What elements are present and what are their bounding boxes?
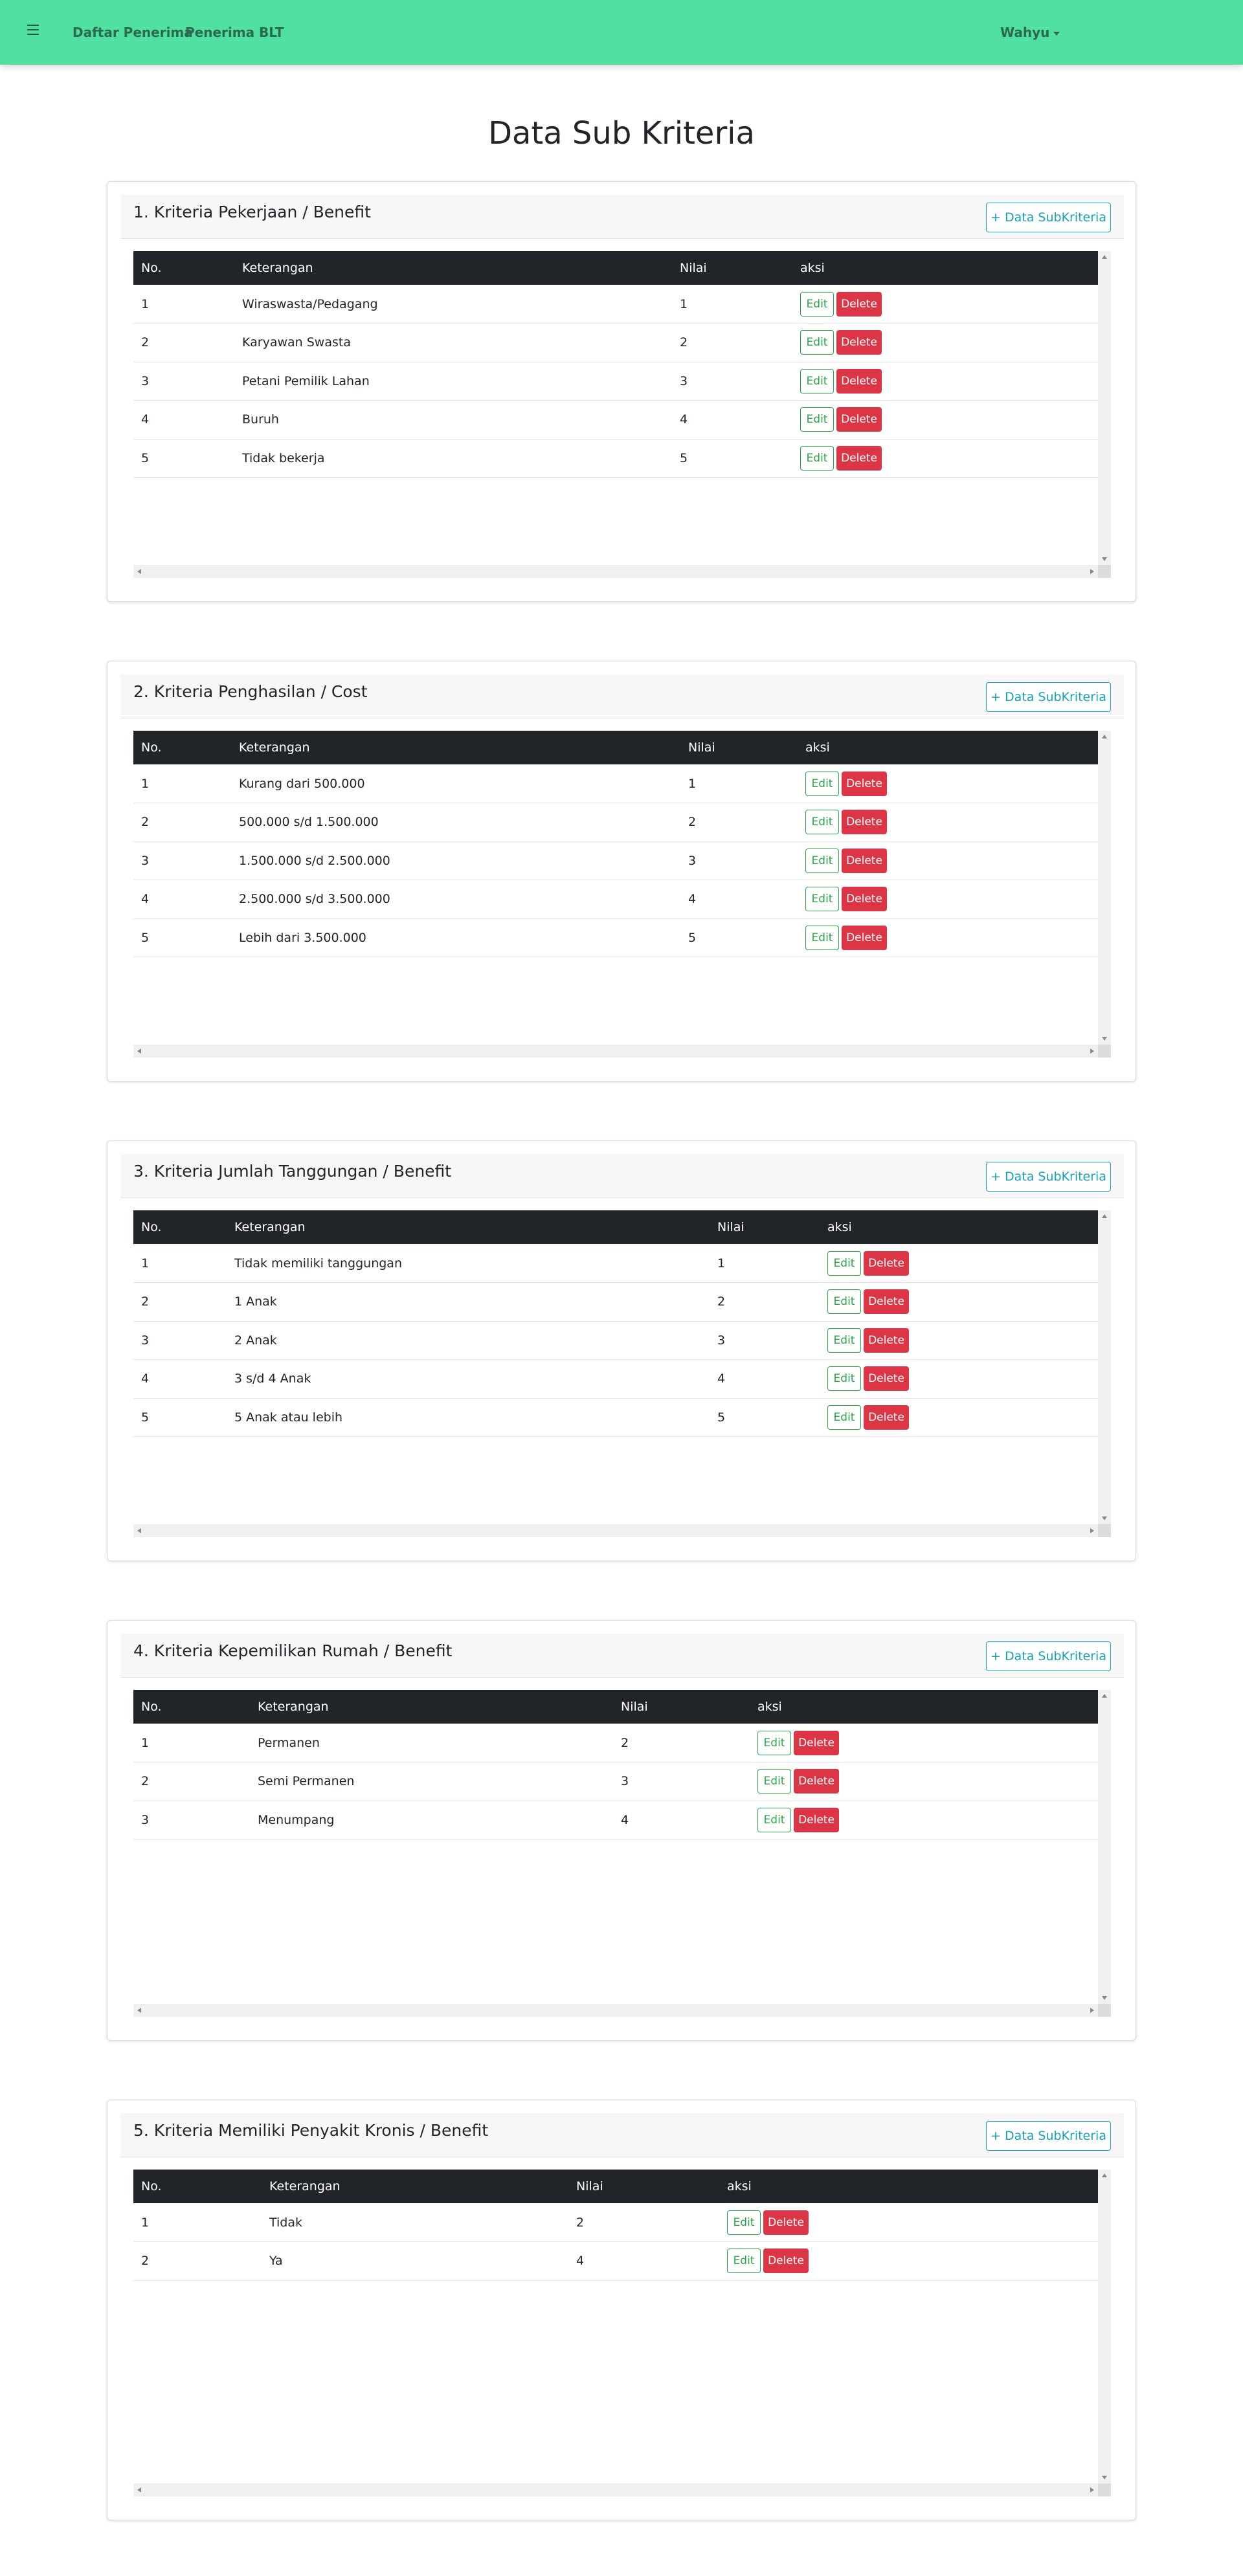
header-keterangan: Keterangan	[258, 1700, 329, 1714]
cell-nilai: 1	[680, 296, 688, 311]
cell-keterangan: 3 s/d 4 Anak	[234, 1371, 311, 1386]
scroll-up-icon[interactable]	[1102, 1694, 1107, 1698]
cell-nilai: 4	[576, 2254, 585, 2269]
cell-aksi	[750, 1762, 1098, 1801]
delete-button[interactable]: Delete	[864, 1405, 909, 1430]
cell-no: 5	[141, 930, 150, 945]
cell-no: 1	[141, 1256, 150, 1271]
table-row	[133, 1398, 1098, 1437]
add-subkriteria-button[interactable]: + Data SubKriteria	[986, 1641, 1111, 1671]
horizontal-scrollbar[interactable]	[133, 1045, 1098, 1058]
delete-button[interactable]: Delete	[842, 849, 887, 873]
edit-button[interactable]: Edit	[827, 1405, 861, 1430]
cell-aksi	[792, 439, 1098, 478]
cell-nilai: 3	[621, 1774, 629, 1789]
cell-nilai: 4	[621, 1812, 629, 1827]
edit-button[interactable]: Edit	[800, 369, 834, 394]
header-aksi: aksi	[727, 2179, 752, 2193]
header-aksi: aksi	[800, 261, 825, 275]
header-nilai: Nilai	[576, 2179, 603, 2193]
scroll-right-icon[interactable]	[1090, 2008, 1094, 2013]
table-row	[133, 2242, 1098, 2281]
cell-keterangan: Petani Pemilik Lahan	[242, 373, 370, 388]
header-no: No.	[141, 740, 162, 755]
cell-aksi	[798, 880, 1098, 919]
delete-button[interactable]: Delete	[864, 1328, 909, 1353]
table-scroll-area	[133, 731, 1111, 1058]
criteria-card	[107, 1140, 1136, 1561]
criteria-card	[107, 661, 1136, 1082]
card-title: 5. Kriteria Memiliki Penyakit Kronis / Benefit	[133, 2121, 489, 2140]
delete-button[interactable]: Delete	[763, 2210, 809, 2235]
delete-button[interactable]: Delete	[836, 407, 882, 432]
scroll-left-icon[interactable]	[137, 2487, 141, 2493]
menu-icon[interactable]	[27, 25, 39, 35]
edit-button[interactable]: Edit	[827, 1328, 861, 1353]
card-title: 2. Kriteria Penghasilan / Cost	[133, 682, 368, 701]
user-dropdown[interactable]	[1000, 25, 1060, 40]
header-nilai: Nilai	[680, 261, 707, 275]
cell-no: 4	[141, 892, 150, 907]
cell-aksi	[750, 1801, 1098, 1839]
edit-button[interactable]: Edit	[757, 1808, 791, 1832]
cell-nilai: 3	[680, 373, 688, 388]
scroll-down-icon[interactable]	[1102, 1037, 1107, 1041]
vertical-scrollbar[interactable]	[1098, 2170, 1111, 2483]
cell-nilai: 1	[688, 776, 697, 791]
user-name: Wahyu	[1000, 25, 1050, 40]
subkriteria-table	[133, 251, 1098, 478]
table-row	[133, 1321, 1098, 1360]
card-title: 4. Kriteria Kepemilikan Rumah / Benefit	[133, 1641, 453, 1660]
horizontal-scrollbar[interactable]	[133, 2483, 1098, 2496]
cell-keterangan: 500.000 s/d 1.500.000	[239, 815, 379, 830]
delete-button[interactable]: Delete	[794, 1731, 839, 1755]
horizontal-scrollbar[interactable]	[133, 1524, 1098, 1537]
header-no: No.	[141, 1220, 162, 1234]
card-header	[120, 674, 1124, 718]
delete-button[interactable]: Delete	[794, 1769, 839, 1793]
cell-no: 1	[141, 776, 150, 791]
cell-no: 2	[141, 335, 150, 350]
table-row	[133, 2203, 1098, 2242]
cell-aksi	[792, 362, 1098, 401]
cell-no: 3	[141, 1812, 150, 1827]
cell-aksi	[820, 1398, 1098, 1437]
cell-aksi	[798, 918, 1098, 957]
edit-button[interactable]: Edit	[800, 446, 834, 471]
scroll-right-icon[interactable]	[1090, 569, 1094, 574]
nav-link-daftar-penerima[interactable]: Daftar Penerima	[73, 25, 193, 40]
cell-keterangan: Tidak memiliki tanggungan	[234, 1256, 402, 1271]
table-row	[133, 1724, 1098, 1762]
delete-button[interactable]: Delete	[763, 2248, 809, 2273]
edit-button[interactable]: Edit	[805, 810, 839, 834]
cell-no: 1	[141, 1735, 150, 1750]
delete-button[interactable]: Delete	[864, 1289, 909, 1314]
table-row	[133, 841, 1098, 880]
header-no: No.	[141, 2179, 162, 2193]
cell-keterangan: 5 Anak atau lebih	[234, 1410, 343, 1425]
cell-keterangan: 1.500.000 s/d 2.500.000	[239, 853, 390, 868]
page-title: Data Sub Kriteria	[488, 115, 755, 151]
add-subkriteria-button[interactable]: + Data SubKriteria	[986, 2121, 1111, 2151]
scroll-left-icon[interactable]	[137, 569, 141, 574]
delete-button[interactable]: Delete	[842, 772, 887, 796]
cell-aksi	[792, 324, 1098, 362]
add-subkriteria-button[interactable]: + Data SubKriteria	[986, 682, 1111, 712]
cell-nilai: 3	[717, 1333, 726, 1348]
criteria-card	[107, 181, 1136, 602]
cell-aksi	[798, 803, 1098, 842]
table-row	[133, 285, 1098, 324]
add-subkriteria-button[interactable]: + Data SubKriteria	[986, 1162, 1111, 1192]
delete-button[interactable]: Delete	[836, 330, 882, 355]
caret-down-icon	[1053, 32, 1060, 36]
header-no: No.	[141, 1700, 162, 1714]
subkriteria-table	[133, 1690, 1098, 1839]
card-header	[120, 1154, 1124, 1198]
cell-aksi	[820, 1360, 1098, 1399]
cell-no: 3	[141, 853, 150, 868]
add-subkriteria-button[interactable]: + Data SubKriteria	[986, 203, 1111, 232]
subkriteria-table	[133, 2170, 1098, 2281]
edit-button[interactable]: Edit	[800, 292, 834, 316]
cell-keterangan: Menumpang	[258, 1812, 335, 1827]
criteria-card	[107, 1620, 1136, 2041]
vertical-scrollbar[interactable]	[1098, 251, 1111, 565]
table-row	[133, 324, 1098, 362]
cell-no: 3	[141, 373, 150, 388]
table-row	[133, 362, 1098, 401]
edit-button[interactable]: Edit	[757, 1769, 791, 1793]
delete-button[interactable]: Delete	[842, 810, 887, 834]
cell-nilai: 4	[688, 892, 697, 907]
table-row	[133, 401, 1098, 439]
cell-no: 1	[141, 2215, 150, 2230]
scroll-left-icon[interactable]	[137, 1528, 141, 1533]
cell-aksi	[750, 1724, 1098, 1762]
cell-nilai: 5	[717, 1410, 726, 1425]
edit-button[interactable]: Edit	[800, 330, 834, 355]
cell-keterangan: Lebih dari 3.500.000	[239, 930, 366, 945]
cell-keterangan: 2 Anak	[234, 1333, 277, 1348]
table-row	[133, 1283, 1098, 1322]
delete-button[interactable]: Delete	[842, 887, 887, 911]
cell-no: 4	[141, 412, 150, 427]
edit-button[interactable]: Edit	[827, 1251, 861, 1276]
header-aksi: aksi	[827, 1220, 852, 1234]
scrollbar-corner	[1098, 1524, 1111, 1537]
table-row	[133, 803, 1098, 842]
cell-keterangan: Tidak	[269, 2215, 303, 2230]
scroll-left-icon[interactable]	[137, 2008, 141, 2013]
table-header-row	[133, 1210, 1098, 1244]
cell-keterangan: Ya	[269, 2254, 283, 2269]
scroll-up-icon[interactable]	[1102, 1214, 1107, 1218]
cell-nilai: 3	[688, 853, 697, 868]
cell-nilai: 2	[680, 335, 688, 350]
header-keterangan: Keterangan	[234, 1220, 306, 1234]
scroll-down-icon[interactable]	[1102, 1996, 1107, 2000]
table-row	[133, 880, 1098, 919]
table-row	[133, 439, 1098, 478]
cell-nilai: 4	[680, 412, 688, 427]
header-keterangan: Keterangan	[239, 740, 310, 755]
table-header-row	[133, 2170, 1098, 2203]
header-nilai: Nilai	[688, 740, 715, 755]
cell-no: 3	[141, 1333, 150, 1348]
scrollbar-corner	[1098, 565, 1111, 578]
scroll-down-icon[interactable]	[1102, 557, 1107, 561]
delete-button[interactable]: Delete	[864, 1251, 909, 1276]
card-header	[120, 2113, 1124, 2157]
cell-keterangan: Karyawan Swasta	[242, 335, 351, 350]
table-row	[133, 764, 1098, 803]
scroll-right-icon[interactable]	[1090, 1528, 1094, 1533]
cell-no: 5	[141, 450, 150, 465]
edit-button[interactable]: Edit	[805, 926, 839, 950]
scroll-up-icon[interactable]	[1102, 2173, 1107, 2177]
cell-keterangan: Tidak bekerja	[242, 450, 325, 465]
scroll-down-icon[interactable]	[1102, 1516, 1107, 1520]
edit-button[interactable]: Edit	[727, 2210, 761, 2235]
card-header	[120, 1634, 1124, 1678]
delete-button[interactable]: Delete	[842, 926, 887, 950]
header-nilai: Nilai	[717, 1220, 745, 1234]
vertical-scrollbar[interactable]	[1098, 1690, 1111, 2004]
scrollbar-corner	[1098, 2483, 1111, 2496]
header-aksi: aksi	[757, 1700, 782, 1714]
delete-button[interactable]: Delete	[864, 1366, 909, 1391]
criteria-card	[107, 2100, 1136, 2520]
edit-button[interactable]: Edit	[757, 1731, 791, 1755]
cell-nilai: 1	[717, 1256, 726, 1271]
header-keterangan: Keterangan	[242, 261, 313, 275]
scroll-up-icon[interactable]	[1102, 735, 1107, 738]
cell-no: 1	[141, 296, 150, 311]
scroll-down-icon[interactable]	[1102, 2476, 1107, 2480]
cell-keterangan: Kurang dari 500.000	[239, 776, 365, 791]
table-scroll-area	[133, 1210, 1111, 1537]
table-row	[133, 918, 1098, 957]
table-row	[133, 1244, 1098, 1283]
cell-nilai: 2	[717, 1294, 726, 1309]
cell-keterangan: Permanen	[258, 1735, 320, 1750]
scrollbar-corner	[1098, 1045, 1111, 1058]
cell-aksi	[798, 764, 1098, 803]
subkriteria-table	[133, 1210, 1098, 1437]
edit-button[interactable]: Edit	[805, 772, 839, 796]
cell-nilai: 2	[688, 815, 697, 830]
card-title: 3. Kriteria Jumlah Tanggungan / Benefit	[133, 1162, 452, 1181]
card-title: 1. Kriteria Pekerjaan / Benefit	[133, 203, 371, 221]
table-scroll-area	[133, 2170, 1111, 2496]
edit-button[interactable]: Edit	[827, 1289, 861, 1314]
cell-keterangan: Wiraswasta/Pedagang	[242, 296, 378, 311]
header-aksi: aksi	[805, 740, 830, 755]
cell-aksi	[820, 1244, 1098, 1283]
cell-keterangan: 2.500.000 s/d 3.500.000	[239, 892, 390, 907]
delete-button[interactable]: Delete	[836, 292, 882, 316]
header-no: No.	[141, 261, 162, 275]
edit-button[interactable]: Edit	[805, 849, 839, 873]
cell-nilai: 2	[576, 2215, 585, 2230]
cell-nilai: 2	[621, 1735, 629, 1750]
cell-no: 2	[141, 815, 150, 830]
edit-button[interactable]: Edit	[727, 2248, 761, 2273]
vertical-scrollbar[interactable]	[1098, 731, 1111, 1045]
cell-aksi	[719, 2203, 1098, 2242]
cell-no: 5	[141, 1410, 150, 1425]
cell-aksi	[792, 285, 1098, 324]
cell-aksi	[820, 1283, 1098, 1322]
edit-button[interactable]: Edit	[800, 407, 834, 432]
horizontal-scrollbar[interactable]	[133, 565, 1098, 578]
cell-keterangan: 1 Anak	[234, 1294, 277, 1309]
cell-nilai: 4	[717, 1371, 726, 1386]
header-nilai: Nilai	[621, 1700, 648, 1714]
cell-nilai: 5	[680, 450, 688, 465]
cell-no: 2	[141, 1774, 150, 1789]
header-keterangan: Keterangan	[269, 2179, 341, 2193]
cell-nilai: 5	[688, 930, 697, 945]
scrollbar-corner	[1098, 2004, 1111, 2017]
scroll-left-icon[interactable]	[137, 1049, 141, 1054]
table-scroll-area	[133, 251, 1111, 578]
horizontal-scrollbar[interactable]	[133, 2004, 1098, 2017]
scroll-right-icon[interactable]	[1090, 1049, 1094, 1054]
table-row	[133, 1360, 1098, 1399]
delete-button[interactable]: Delete	[794, 1808, 839, 1832]
nav-link-penerima-blt[interactable]: Penerima BLT	[185, 25, 284, 40]
scroll-up-icon[interactable]	[1102, 255, 1107, 259]
navbar	[0, 0, 1243, 65]
edit-button[interactable]: Edit	[827, 1366, 861, 1391]
table-header-row	[133, 731, 1098, 764]
table-scroll-area	[133, 1690, 1111, 2017]
cell-aksi	[792, 401, 1098, 439]
cell-keterangan: Semi Permanen	[258, 1774, 355, 1789]
cell-keterangan: Buruh	[242, 412, 279, 427]
card-header	[120, 195, 1124, 239]
table-row	[133, 1762, 1098, 1801]
table-header-row	[133, 1690, 1098, 1724]
cell-no: 2	[141, 1294, 150, 1309]
subkriteria-table	[133, 731, 1098, 957]
delete-button[interactable]: Delete	[836, 369, 882, 394]
cell-no: 2	[141, 2254, 150, 2269]
vertical-scrollbar[interactable]	[1098, 1210, 1111, 1524]
cell-aksi	[820, 1321, 1098, 1360]
table-row	[133, 1801, 1098, 1839]
cell-no: 4	[141, 1371, 150, 1386]
table-header-row	[133, 251, 1098, 285]
cell-aksi	[798, 841, 1098, 880]
delete-button[interactable]: Delete	[836, 446, 882, 471]
cell-aksi	[719, 2242, 1098, 2281]
edit-button[interactable]: Edit	[805, 887, 839, 911]
scroll-right-icon[interactable]	[1090, 2487, 1094, 2493]
